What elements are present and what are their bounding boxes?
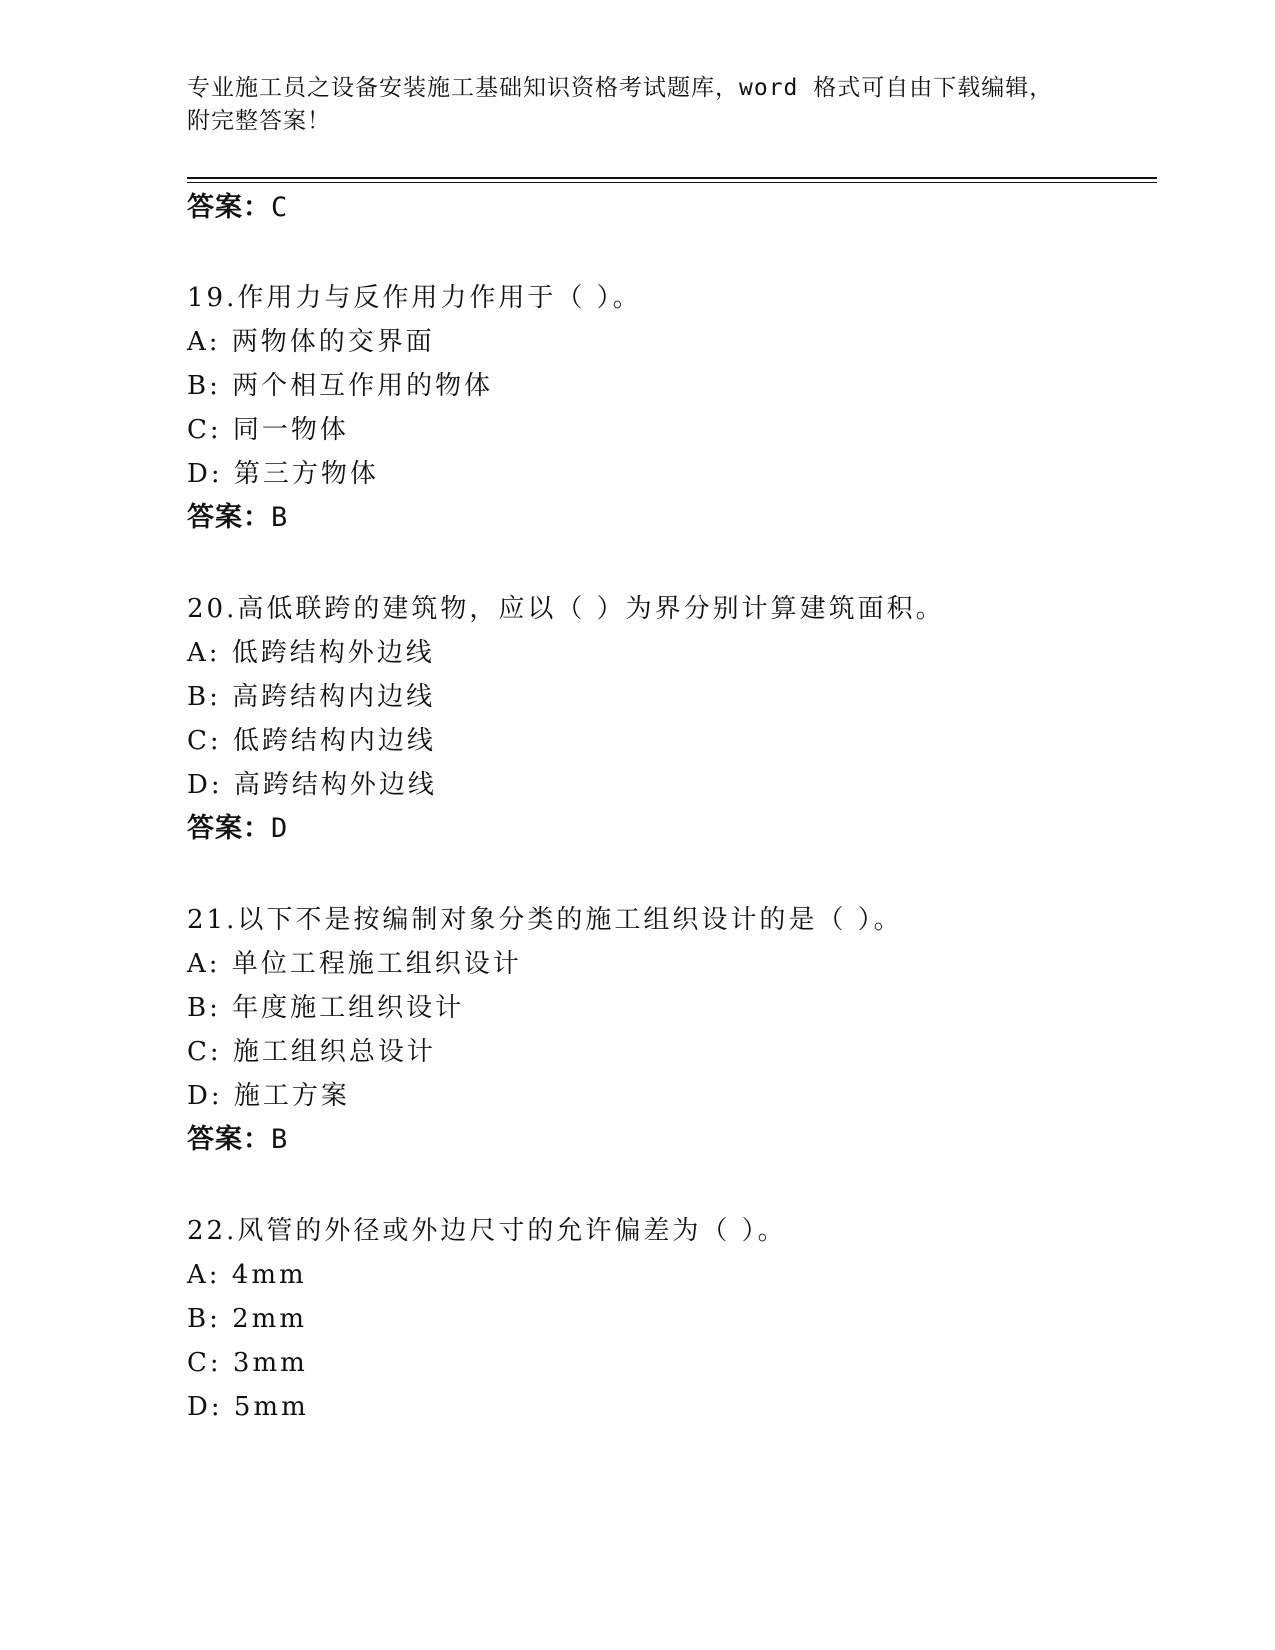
answer-value: C [271, 192, 289, 223]
answer-line [187, 1123, 288, 1157]
answer-label: 答案： [187, 502, 271, 533]
option-b: B: 年度施工组织设计 [187, 993, 465, 1023]
option-a: A: 单位工程施工组织设计 [187, 949, 522, 979]
option-c: C: 同一物体 [187, 415, 349, 445]
header-divider-thin [187, 182, 1157, 183]
option-a: A: 两物体的交界面 [187, 327, 435, 357]
option-d: D: 5mm [187, 1392, 309, 1422]
option-c: C: 施工组织总设计 [187, 1037, 436, 1067]
option-b: B: 2mm [187, 1304, 307, 1334]
answer-value: D [271, 813, 289, 844]
option-d: D: 高跨结构外边线 [187, 770, 437, 800]
question-text: 22.风管的外径或外边尺寸的允许偏差为（ ）。 [187, 1216, 787, 1246]
option-b: B: 高跨结构内边线 [187, 682, 436, 712]
option-a: A: 低跨结构外边线 [187, 638, 435, 668]
header-line-2: 附完整答案！ [187, 108, 331, 134]
question-text: 19.作用力与反作用力作用于（ ）。 [187, 283, 642, 313]
answer-value: B [271, 502, 289, 533]
document-header [187, 72, 1087, 138]
question-text: 21.以下不是按编制对象分类的施工组织设计的是（ ）。 [187, 905, 903, 935]
question-text: 20.高低联跨的建筑物，应以（ ）为界分别计算建筑面积。 [187, 594, 945, 624]
option-b: B: 两个相互作用的物体 [187, 371, 494, 401]
answer-value: B [271, 1124, 289, 1155]
answer-label: 答案： [187, 1124, 271, 1155]
answer-line [187, 812, 288, 846]
option-d: D: 第三方物体 [187, 459, 379, 489]
option-d: D: 施工方案 [187, 1081, 350, 1111]
answer-line [187, 501, 288, 535]
header-line-1: 专业施工员之设备安装施工基础知识资格考试题库，word 格式可自由下载编辑， [187, 75, 1054, 101]
answer-label: 答案： [187, 192, 271, 223]
answer-label: 答案： [187, 813, 271, 844]
option-c: C: 3mm [187, 1348, 308, 1378]
option-a: A: 4mm [187, 1260, 307, 1290]
answer-line [187, 191, 288, 225]
option-c: C: 低跨结构内边线 [187, 726, 436, 756]
header-divider [187, 177, 1157, 179]
